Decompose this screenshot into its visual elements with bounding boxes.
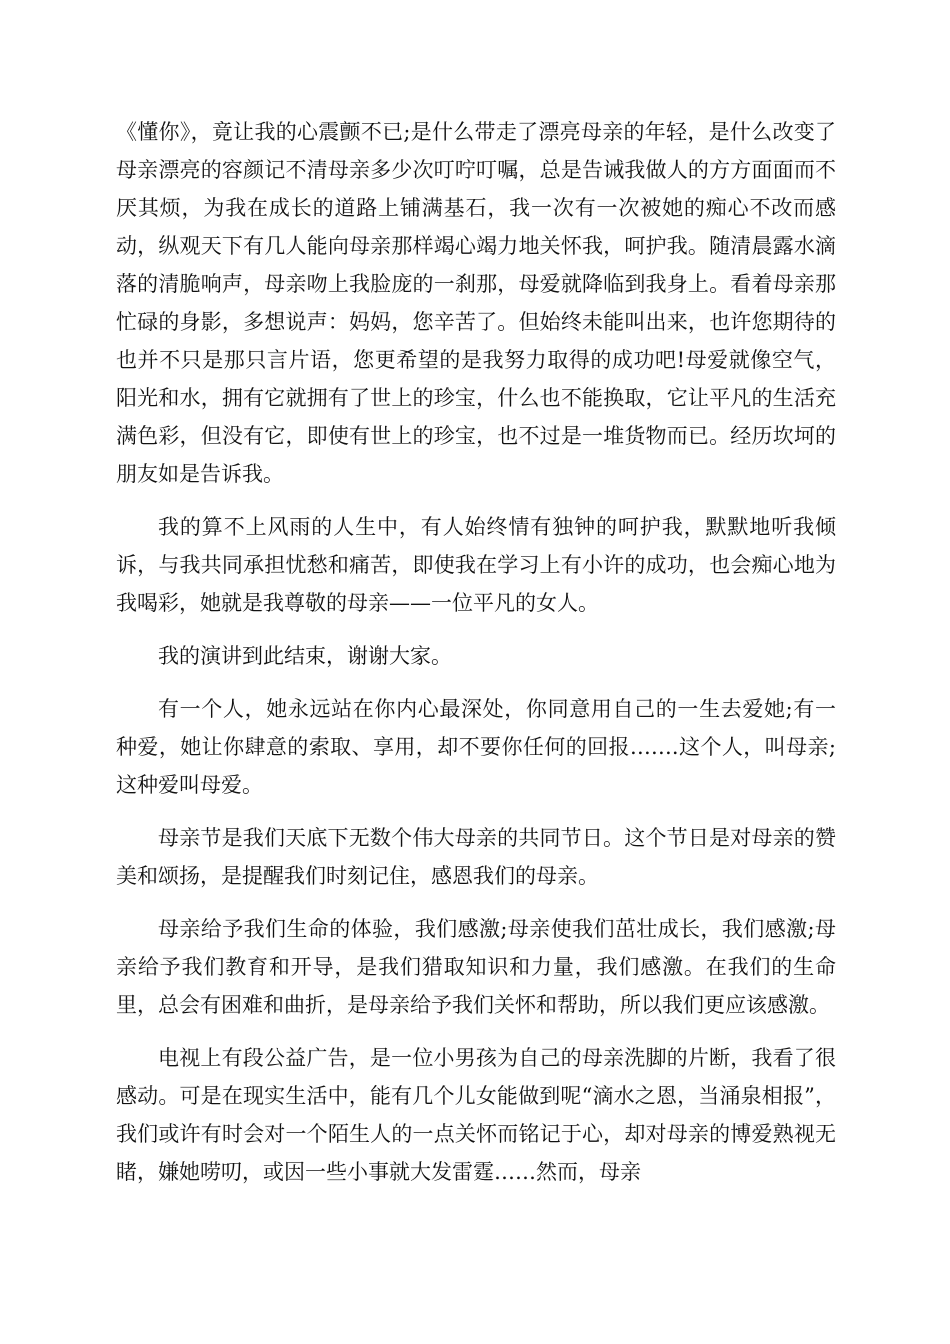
paragraph-6: 母亲给予我们生命的体验，我们感激;母亲使我们茁壮成长，我们感激;母亲给予我们教育和开导，是我们猎取知识和力量，我们感激。在我们的生命里，总会有困难和曲折，是母亲给予我们关怀和帮助，所以我们更应该感激。 bbox=[116, 917, 836, 1017]
paragraph-2: 我的算不上风雨的人生中，有人始终情有独钟的呵护我，默默地听我倾诉，与我共同承担忧愁和痛苦，即使我在学习上有小许的成功，也会痴心地为我喝彩，她就是我尊敬的母亲——一位平凡的女人。 bbox=[116, 515, 836, 615]
paragraph-5: 母亲节是我们天底下无数个伟大母亲的共同节日。这个节日是对母亲的赞美和颂扬，是提醒我们时刻记住，感恩我们的母亲。 bbox=[116, 826, 836, 888]
paragraph-3: 我的演讲到此结束，谢谢大家。 bbox=[158, 644, 452, 668]
paragraph-1: 《懂你》，竟让我的心震颤不已;是什么带走了漂亮母亲的年轻，是什么改变了母亲漂亮的容颜记不清母亲多少次叮咛叮嘱，总是告诫我做人的方方面面而不厌其烦，为我在成长的道路上铺满基石，我一次有一次被她的痴心不改而感动，纵观天下有几人能向母亲那样竭心竭力地关怀我，呵护我。随清晨露水滴落的清脆响声，母亲吻上我脸庞的一刹那，母爱就降临到我身上。看着母亲那忙碌的身影，多想说声：妈妈，您辛苦了。但始终未能叫出来，也许您期待的也并不只是那只言片语，您更希望的是我努力取得的成功吧!母爱就像空气，阳光和水，拥有它就拥有了世上的珍宝，什么也不能换取，它让平凡的生活充满色彩，但没有它，即使有世上的珍宝，也不过是一堆货物而已。经历坎坷的朋友如是告诉我。 bbox=[116, 120, 836, 486]
paragraph-7: 电视上有段公益广告，是一位小男孩为自己的母亲洗脚的片断，我看了很感动。可是在现实生活中，能有几个儿女能做到呢“滴水之恩，当涌泉相报”，我们或许有时会对一个陌生人的一点关怀而铭记于心，却对母亲的博爱熟视无睹，嫌她唠叨，或因一些小事就大发雷霆……然而，母亲 bbox=[116, 1046, 836, 1184]
document-body bbox=[116, 113, 836, 1206]
paragraph-4: 有一个人，她永远站在你内心最深处，你同意用自己的一生去爱她;有一种爱，她让你肆意的索取、享用，却不要你任何的回报…….这个人，叫母亲;这种爱叫母爱。 bbox=[116, 697, 836, 797]
